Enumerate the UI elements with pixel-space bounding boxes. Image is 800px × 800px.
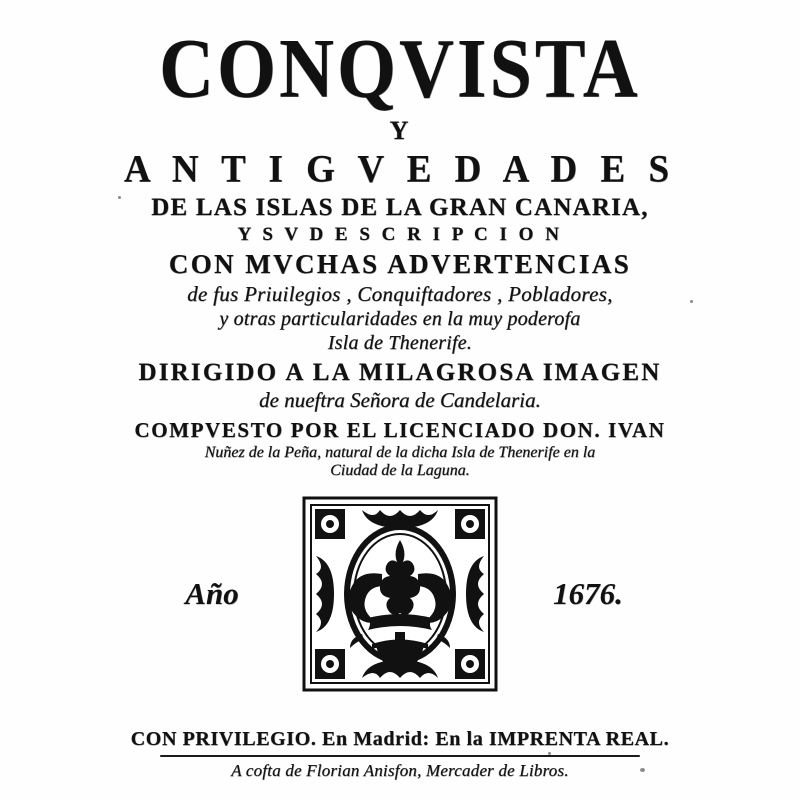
title-conjunction: Y	[389, 116, 411, 145]
line-author-first: Nuñez de la Peña, natural de la dicha Isla de Thenerife en la	[204, 444, 596, 461]
line-advertencias: CON MVCHAS ADVERTENCIAS	[168, 249, 632, 279]
scan-speckle	[118, 196, 121, 199]
line-description: Y S V D E S C R I P C I O N	[237, 224, 563, 245]
line-candelaria: de nueftra Señora de Candelaria.	[259, 388, 541, 412]
year-value: 1676.	[553, 576, 623, 611]
scan-speckle	[690, 300, 693, 303]
year-label: Año	[185, 576, 239, 611]
imprint-bookseller: A cofta de Florian Anisfon, Mercader de Libros.	[231, 761, 569, 780]
line-tenerife: Isla de Thenerife.	[327, 332, 473, 354]
ornament-row	[0, 496, 800, 692]
horizontal-rule	[160, 755, 640, 757]
line-particularidades: y otras particularidades en la muy poderofa	[219, 308, 581, 330]
page-subtitle: A N T I G V E D A D E S	[123, 147, 677, 192]
line-dirigido: DIRIGIDO A LA MILAGROSA IMAGEN	[138, 359, 662, 386]
line-compuesto: COMPVESTO POR EL LICENCIADO DON. IVAN	[134, 418, 666, 442]
line-author-second: Ciudad de la Laguna.	[330, 462, 470, 479]
page-title: CONQVISTA	[159, 21, 641, 116]
line-privilegios: de fus Priuilegios , Conquiftadores , Pobladores,	[187, 282, 613, 306]
line-islands: DE LAS ISLAS DE LA GRAN CANARIA,	[151, 194, 649, 221]
fleur-de-lis-woodcut-ornament	[302, 496, 498, 692]
imprint-block	[0, 728, 800, 781]
imprint-privilege: CON PRIVILEGIO. En Madrid: En la IMPRENTA REAL.	[130, 728, 670, 750]
